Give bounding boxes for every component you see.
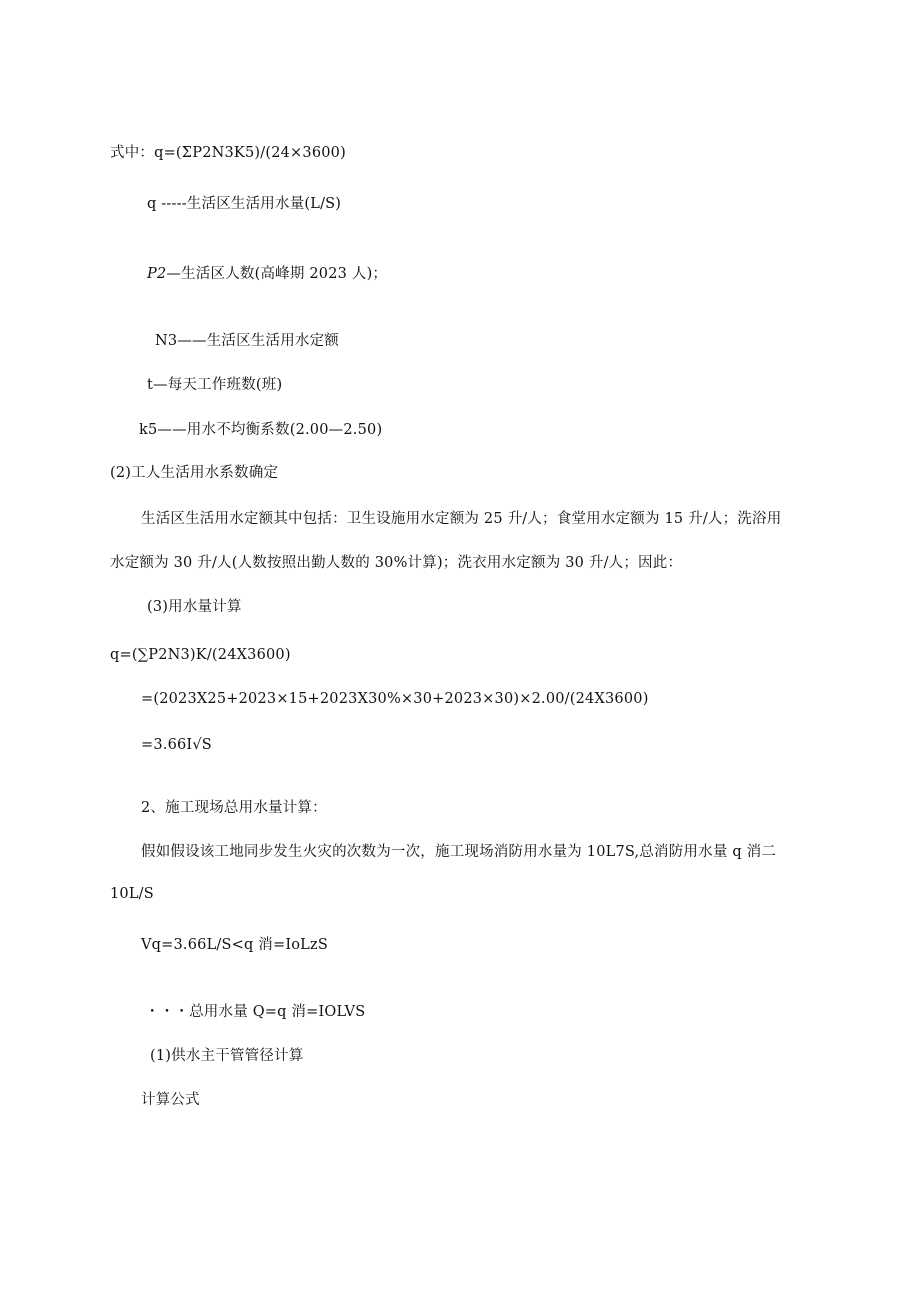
variable-p2-text: —生活区人数(高峰期 2023 人)；	[166, 266, 388, 282]
variable-n3-description: N3——生活区生活用水定额	[155, 333, 340, 349]
comparison-line: Vq=3.66L/S<q 消=IoLzS	[141, 937, 328, 953]
formula-line-2: =(2023X25+2023×15+2023X30%×30+2023×30)×2.00/(24X3600)	[141, 691, 649, 707]
section-heading-water-calc: (3)用水量计算	[147, 599, 242, 615]
variable-k5-description: k5——用水不均衡系数(2.00—2.50)	[139, 422, 383, 438]
calc-formula-label: 计算公式	[141, 1092, 200, 1108]
variable-t-description: t—每天工作班数(班)	[147, 377, 283, 393]
variable-q-description: q -----生活区生活用水量(L/S)	[147, 196, 342, 212]
variable-p2-description	[147, 264, 387, 284]
paragraph-line-1: 生活区生活用水定额其中包括：卫生设施用水定额为 25 升/人；食堂用水定额为 15 升/人；洗浴用	[141, 511, 782, 527]
paragraph-line-2: 水定额为 30 升/人(人数按照出勤人数的 30%计算)；洗衣用水定额为 30 升/人；因此：	[110, 555, 683, 571]
formula-definition: 式中：q=(ΣP2N3K5)/(24×3600)	[110, 145, 346, 161]
formula-result: =3.66I√S	[141, 737, 212, 753]
fire-paragraph-line-2: 10L/S	[110, 886, 154, 902]
section-heading-coefficient: (2)工人生活用水系数确定	[110, 465, 279, 481]
section-heading-pipe: (1)供水主干管管径计算	[150, 1048, 304, 1064]
fire-paragraph-line-1: 假如假设该工地同步发生火灾的次数为一次，施工现场消防用水量为 10L7S,总消防用水量 q 消二	[141, 844, 777, 860]
section-heading-total-water: 2、施工现场总用水量计算：	[141, 800, 327, 816]
formula-line-1: q=(∑P2N3)K/(24X3600)	[110, 647, 291, 663]
variable-p2-symbol: P2	[147, 266, 167, 282]
total-water-line: ・・・总用水量 Q=q 消=IOLVS	[145, 1004, 366, 1020]
